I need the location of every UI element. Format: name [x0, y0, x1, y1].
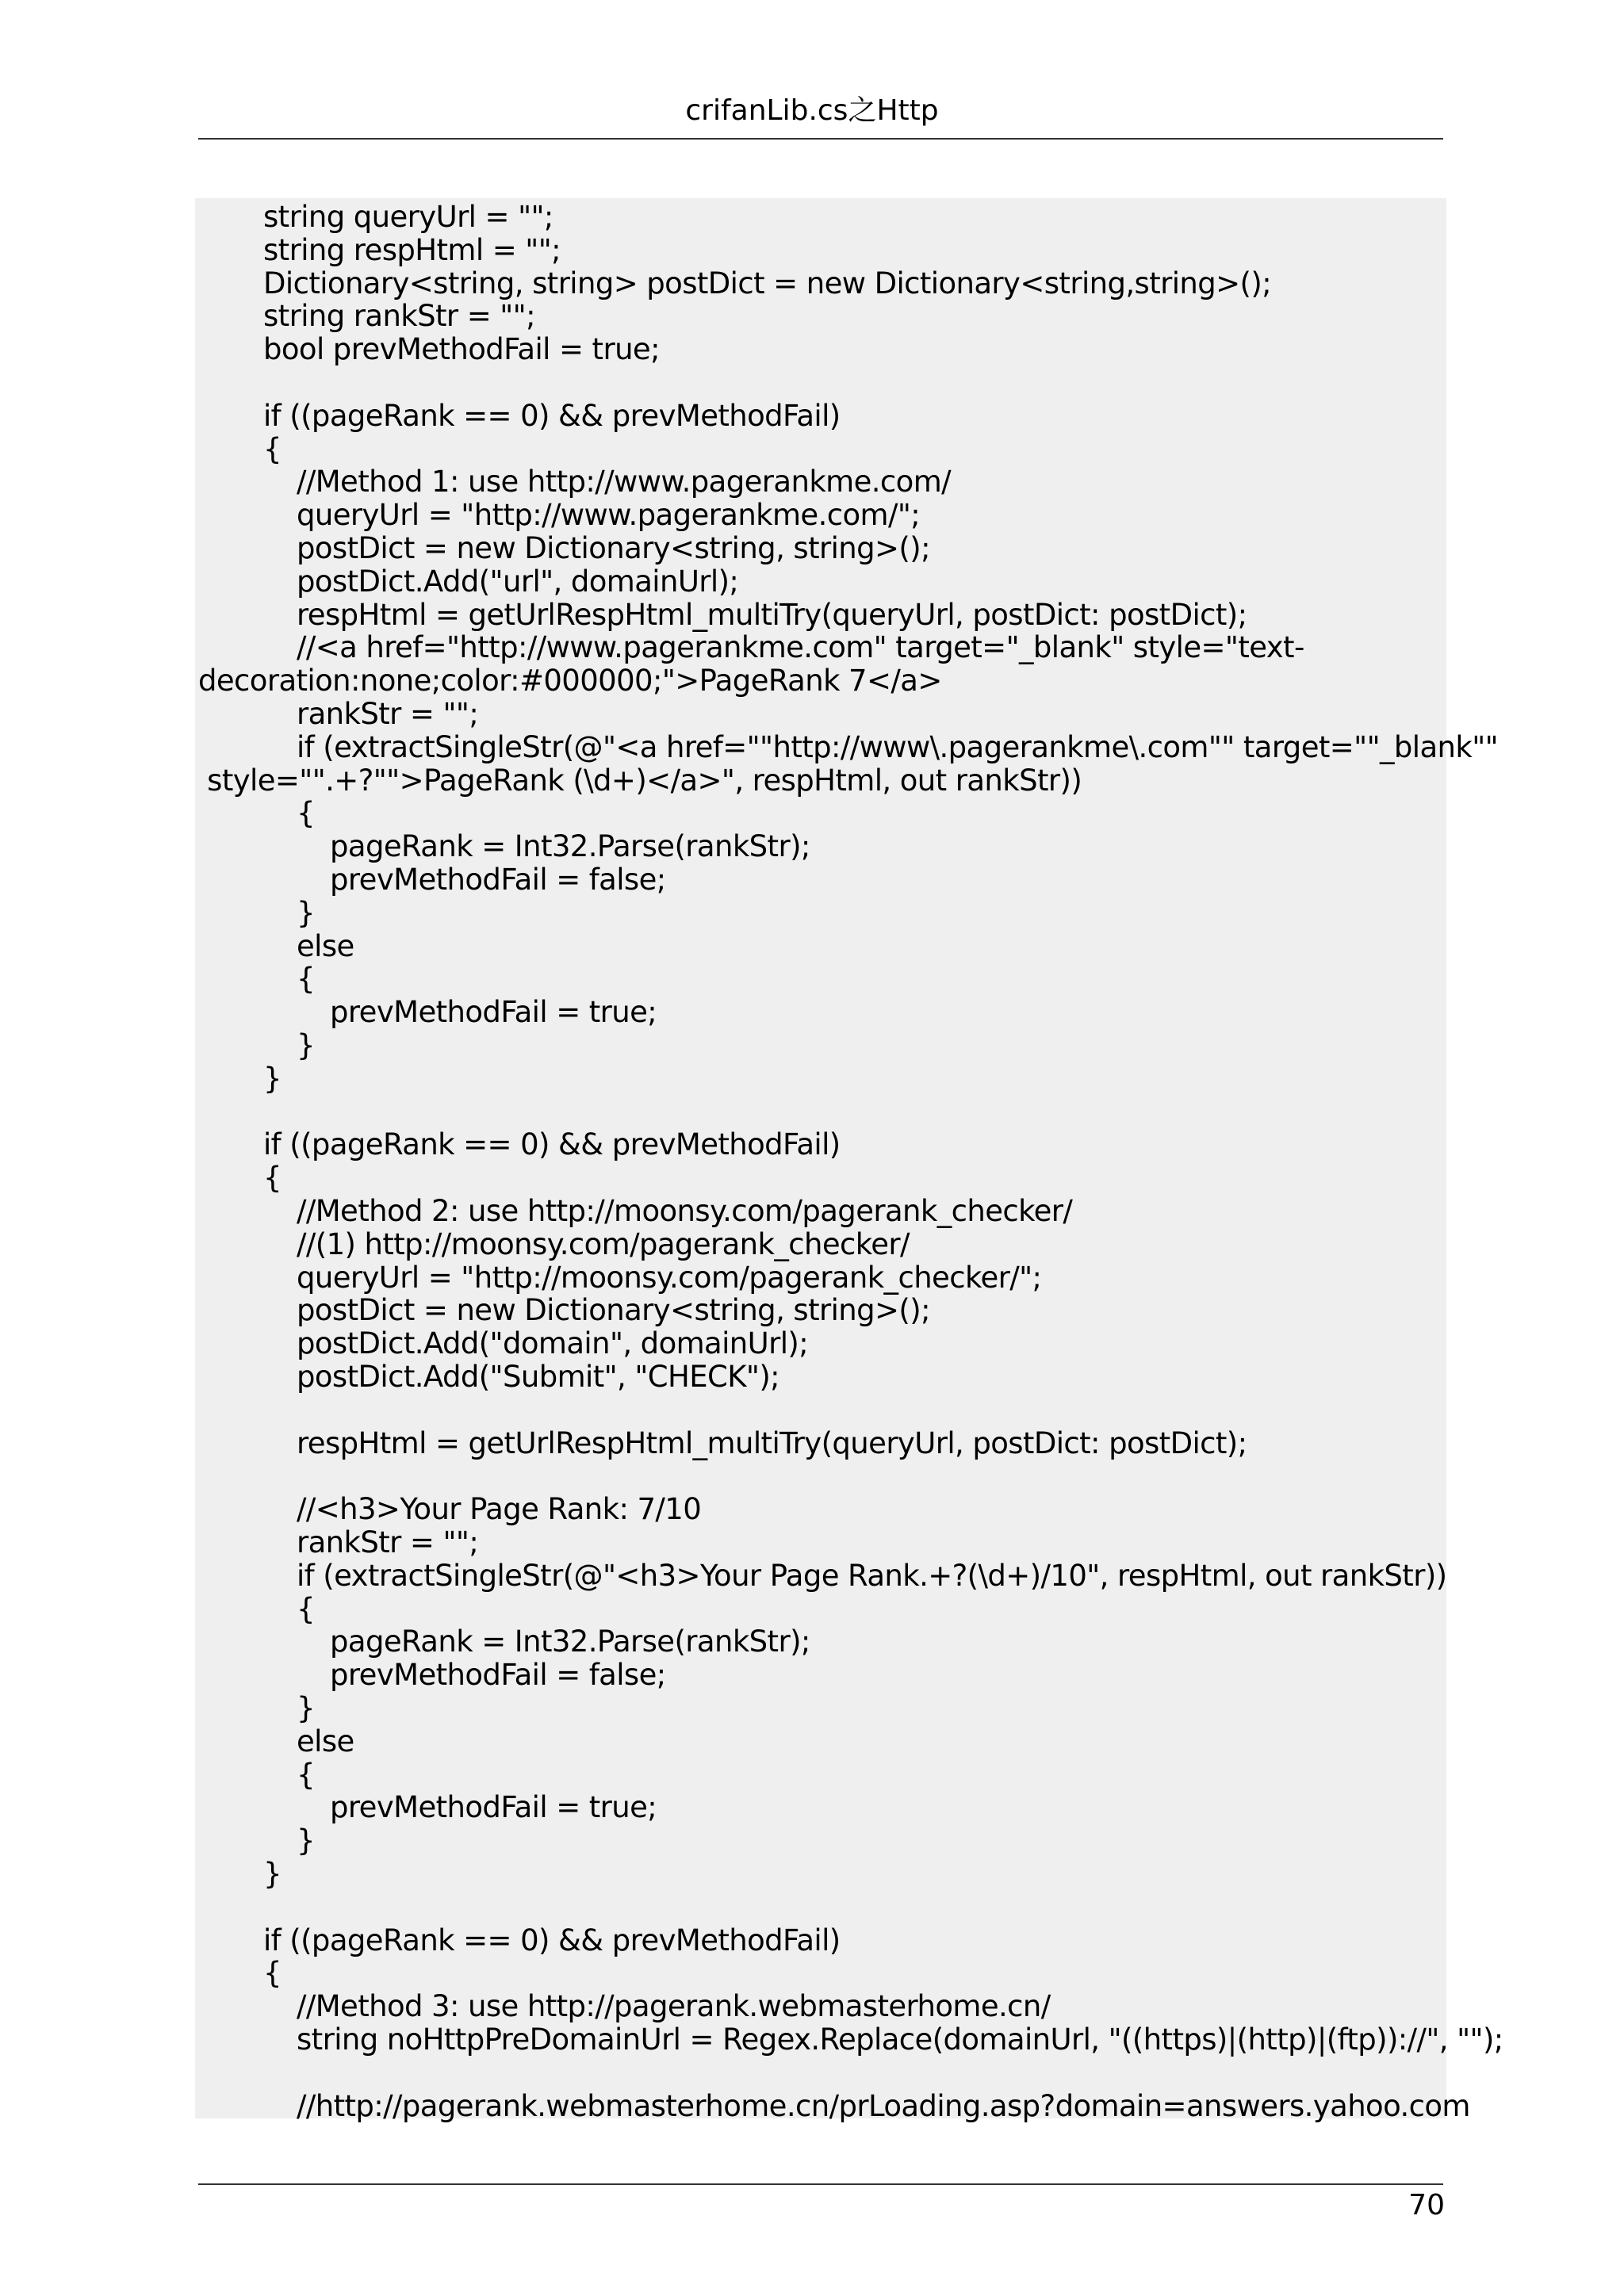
code-line: //Method 1: use http://www.pagerankme.com/: [297, 465, 952, 499]
page-header-title: crifanLib.cs之Http: [685, 94, 939, 127]
code-line: {: [297, 1591, 315, 1626]
code-line: if ((pageRank == 0) && prevMethodFail): [263, 1923, 841, 1957]
code-line: postDict.Add("domain", domainUrl);: [297, 1326, 809, 1361]
code-line: {: [263, 1956, 282, 1991]
code-line: {: [263, 431, 282, 466]
code-line: }: [297, 1028, 315, 1062]
code-line: prevMethodFail = false;: [330, 863, 666, 897]
code-line: prevMethodFail = false;: [330, 1658, 666, 1693]
code-line: string queryUrl = "";: [263, 200, 553, 234]
code-line: queryUrl = "http://www.pagerankme.com/";: [297, 498, 921, 533]
code-line: Dictionary<string, string> postDict = new Dictionary<string,string>();: [263, 266, 1272, 300]
code-line: //http://pagerank.webmasterhome.cn/prLoading.asp?domain=answers.yahoo.com: [297, 2088, 1470, 2123]
code-line: postDict.Add("url", domainUrl);: [297, 564, 739, 599]
code-line: if (extractSingleStr(@"<h3>Your Page Rank.+?(\d+)/10", respHtml, out rankStr)): [297, 1558, 1447, 1593]
code-line: //Method 2: use http://moonsy.com/pagerank_checker/: [297, 1194, 1073, 1228]
code-line: }: [297, 1823, 315, 1858]
code-line: if (extractSingleStr(@"<a href=""http://www\.pagerankme\.com"" target=""_blank"": [297, 729, 1499, 764]
code-line: if ((pageRank == 0) && prevMethodFail): [263, 1127, 841, 1162]
code-line: style="".+?"">PageRank (\d+)</a>", respHtml, out rankStr)): [198, 763, 1082, 798]
code-line: }: [297, 895, 315, 930]
code-line: //<a href="http://www.pagerankme.com" target="_blank" style="text-: [297, 630, 1304, 665]
code-line: rankStr = "";: [297, 1525, 479, 1559]
code-line: }: [263, 1857, 282, 1891]
code-line: {: [297, 962, 315, 997]
code-line: string rankStr = "";: [263, 299, 535, 334]
code-line: prevMethodFail = true;: [330, 995, 657, 1030]
code-line: }: [297, 1691, 315, 1725]
header-divider: [198, 138, 1443, 140]
code-line: pageRank = Int32.Parse(rankStr);: [330, 829, 810, 864]
code-line: //(1) http://moonsy.com/pagerank_checker/: [297, 1226, 910, 1261]
code-line: {: [263, 1161, 282, 1196]
code-line: //<h3>Your Page Rank: 7/10: [297, 1492, 702, 1527]
code-line: queryUrl = "http://moonsy.com/pagerank_checker/";: [297, 1260, 1042, 1295]
code-line: {: [297, 1757, 315, 1792]
code-line: rankStr = "";: [297, 697, 479, 731]
code-line: }: [263, 1061, 282, 1096]
code-line: else: [297, 1724, 354, 1758]
code-line: respHtml = getUrlRespHtml_multiTry(queryUrl, postDict: postDict);: [297, 597, 1247, 632]
footer-divider: [198, 2183, 1443, 2185]
code-line: else: [297, 928, 354, 963]
page-number: 70: [1408, 2189, 1445, 2221]
code-line: if ((pageRank == 0) && prevMethodFail): [263, 398, 841, 433]
code-line: decoration:none;color:#000000;">PageRank 7</a>: [198, 664, 942, 698]
code-line: postDict.Add("Submit", "CHECK");: [297, 1360, 780, 1394]
code-line: string noHttpPreDomainUrl = Regex.Replace(domainUrl, "((https)|(http)|(ftp))://", "");: [297, 2022, 1503, 2057]
code-block: [195, 198, 1503, 2123]
code-line: {: [297, 796, 315, 831]
code-line: string respHtml = "";: [263, 232, 561, 267]
code-line: pageRank = Int32.Parse(rankStr);: [330, 1624, 810, 1659]
code-line: postDict = new Dictionary<string, string>();: [297, 1293, 930, 1328]
code-line: postDict = new Dictionary<string, string>();: [297, 531, 930, 565]
code-line: respHtml = getUrlRespHtml_multiTry(queryUrl, postDict: postDict);: [297, 1425, 1247, 1460]
code-line: //Method 3: use http://pagerank.webmasterhome.cn/: [297, 1989, 1051, 2024]
code-line: prevMethodFail = true;: [330, 1790, 657, 1825]
code-line: bool prevMethodFail = true;: [263, 332, 660, 367]
